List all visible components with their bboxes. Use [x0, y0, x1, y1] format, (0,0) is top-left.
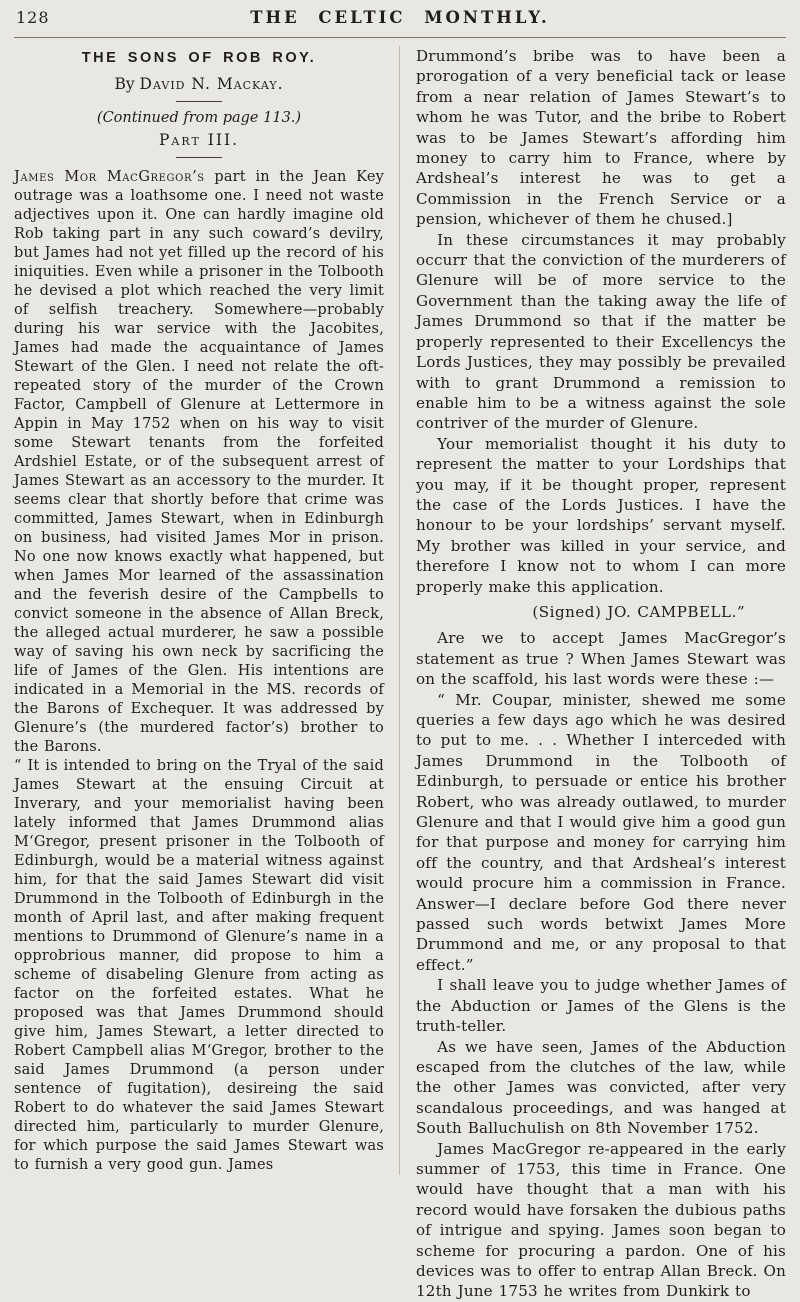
paragraph: Are we to accept James MacGregor’s statement as true ? When James Stewart was on the scaffold, his last words were these :—	[416, 629, 786, 689]
part-heading: Part III.	[158, 131, 240, 149]
paragraph: James MacGregor re-appeared in the early summer of 1753, this time in France. One would have thought that a man with his record would have forsaken the dubious paths of intrigue and spying. James soon began to scheme for procuring a pardon. One of his devices was to offer to entrap Allan Breck. On 12th June 1753 he writes from Dunkirk to	[416, 1139, 786, 1301]
masthead-rule	[14, 37, 786, 38]
byline	[14, 75, 384, 93]
article-title: THE SONS OF ROB ROY.	[81, 50, 317, 66]
signature-line: (Signed) JO. CAMPBELL.”	[532, 602, 746, 621]
byline-prefix: By	[114, 75, 140, 93]
lead-small-caps: James Mor MacGregor’s	[14, 169, 205, 185]
divider	[176, 157, 222, 158]
paragraph: “ It is intended to bring on the Tryal of the said James Stewart at the ensuing Circuit at Inverary, and your memorialist having been lately informed that James Drummond alias M‘Gregor, present prisoner in the Tolbooth of Edinburgh, would be a material witness against him, for that the said James Stewart did visit Drummond in the Tolbooth of Edinburgh in the month of April last, and after making frequent mentions to Drummond of Glenure’s name in a opprobrious manner, did propose to him a scheme of disabeling Glenure from acting as factor on the forfeited estates. What he proposed was that James Drummond should give him, James Stewart, a letter directed to Robert Campbell alias M‘Gregor, brother to the said James Drummond (a person under sentence of fugitation), desireing the said Robert to do whatever the said James Stewart directed him, particularly to murder Glenure, for which purpose the said James Stewart was to furnish a very good gun. James	[14, 758, 384, 1173]
article-header	[14, 50, 384, 158]
column-left	[14, 46, 400, 1175]
page-number: 128	[16, 8, 50, 27]
paragraph: “ Mr. Coupar, minister, shewed me some queries a few days ago which he was desired to put to me. . . Whether I interceded with James Drummond in the Tolbooth of Edinburgh, to persuade or entice his brother Robert, who was already outlawed, to murder Glenure and that I would give him a good gun for that purpose and money for carrying him off the country, and that Ardsheal’s interest would procure him a commission in France. Answer—I declare before God there never passed such words betwixt James More Drummond and me, or any proposal to that effect.”	[416, 690, 786, 974]
masthead	[14, 6, 786, 32]
continued-note: (Continued from page 113.)	[96, 110, 302, 126]
columns	[14, 46, 786, 1302]
paragraph: I shall leave you to judge whether James of the Abduction or James of the Glens is the truth-teller.	[416, 976, 786, 1036]
paragraph: As we have seen, James of the Abduction escaped from the clutches of the law, while the other James was convicted, after very scandalous proceedings, and was hanged at South Balluchulish on 8th November 1752.	[416, 1037, 786, 1138]
paragraph	[14, 168, 384, 757]
journal-title: THE CELTIC MONTHLY.	[250, 8, 550, 27]
byline-name: David N. Mackay.	[139, 75, 284, 93]
paragraph: Drummond’s bribe was to have been a prorogation of a very beneficial tack or lease from a near relation of James Stewart’s to whom he was Tutor, and the bribe to Robert was to be James Stewart’s affording him money to carry him to France, where by Ardsheal’s interest he was to get a Commission in the French Service or a pension, whichever of them he chused.]	[416, 47, 786, 229]
paragraph: Your memorialist thought it his duty to represent the matter to your Lordships that you may, if it be thought proper, represent the case of the Lords Justices. I have the honour to be your lordships’ servant myself. My brother was killed in your service, and therefore I know not to whom I can more properly make this application.	[416, 434, 786, 596]
divider	[176, 101, 222, 102]
column-right	[400, 46, 786, 1302]
paragraph: In these circumstances it may probably occurr that the conviction of the murderers of Glenure will be of more service to the Government than the taking away the life of James Drummond so that if the matter be properly represented to their Excellencys the Lords Justices, they may possibly be prevailed with to grant Drummond a remission to enable him to be a witness against the sole contriver of the murder of Glenure.	[416, 230, 786, 433]
paragraph-text: part in the Jean Key outrage was a loathsome one. I need not waste adjectives upon it. One can hardly imagine old Rob taking part in any such coward’s devilry, but James had not yet filled up the record of his iniquities. Even while a prisoner in the Tolbooth he devised a plot which reached the very limit of selfish treachery. Somewhere—probably during his war service with the Jacobites, James had made the acquaintance of James Stewart of the Glen. I need not relate the oft-repeated story of the murder of the Crown Factor, Campbell of Glenure at Lettermore in Appin in May 1752 when on his way to visit some Stewart tenants from the forfeited Ardshiel Estate, or of the subsequent arrest of James Stewart as an accessory to the murder. It seems clear that shortly before that crime was committed, James Stewart, when in Edinburgh on business, had visited James Mor in prison. No one now knows exactly what happened, but when James Mor learned of the assassination and the feverish desire of the Campbells to convict someone in the absence of Allan Breck, the alleged actual murderer, he saw a possible way of saving his own neck by sacrificing the life of James of the Glen. His intentions are indicated in a Memorial in the MS. records of the Barons of Exchequer. It was addressed by Glenure’s (the murdered factor’s) brother to the Barons.	[14, 169, 384, 755]
